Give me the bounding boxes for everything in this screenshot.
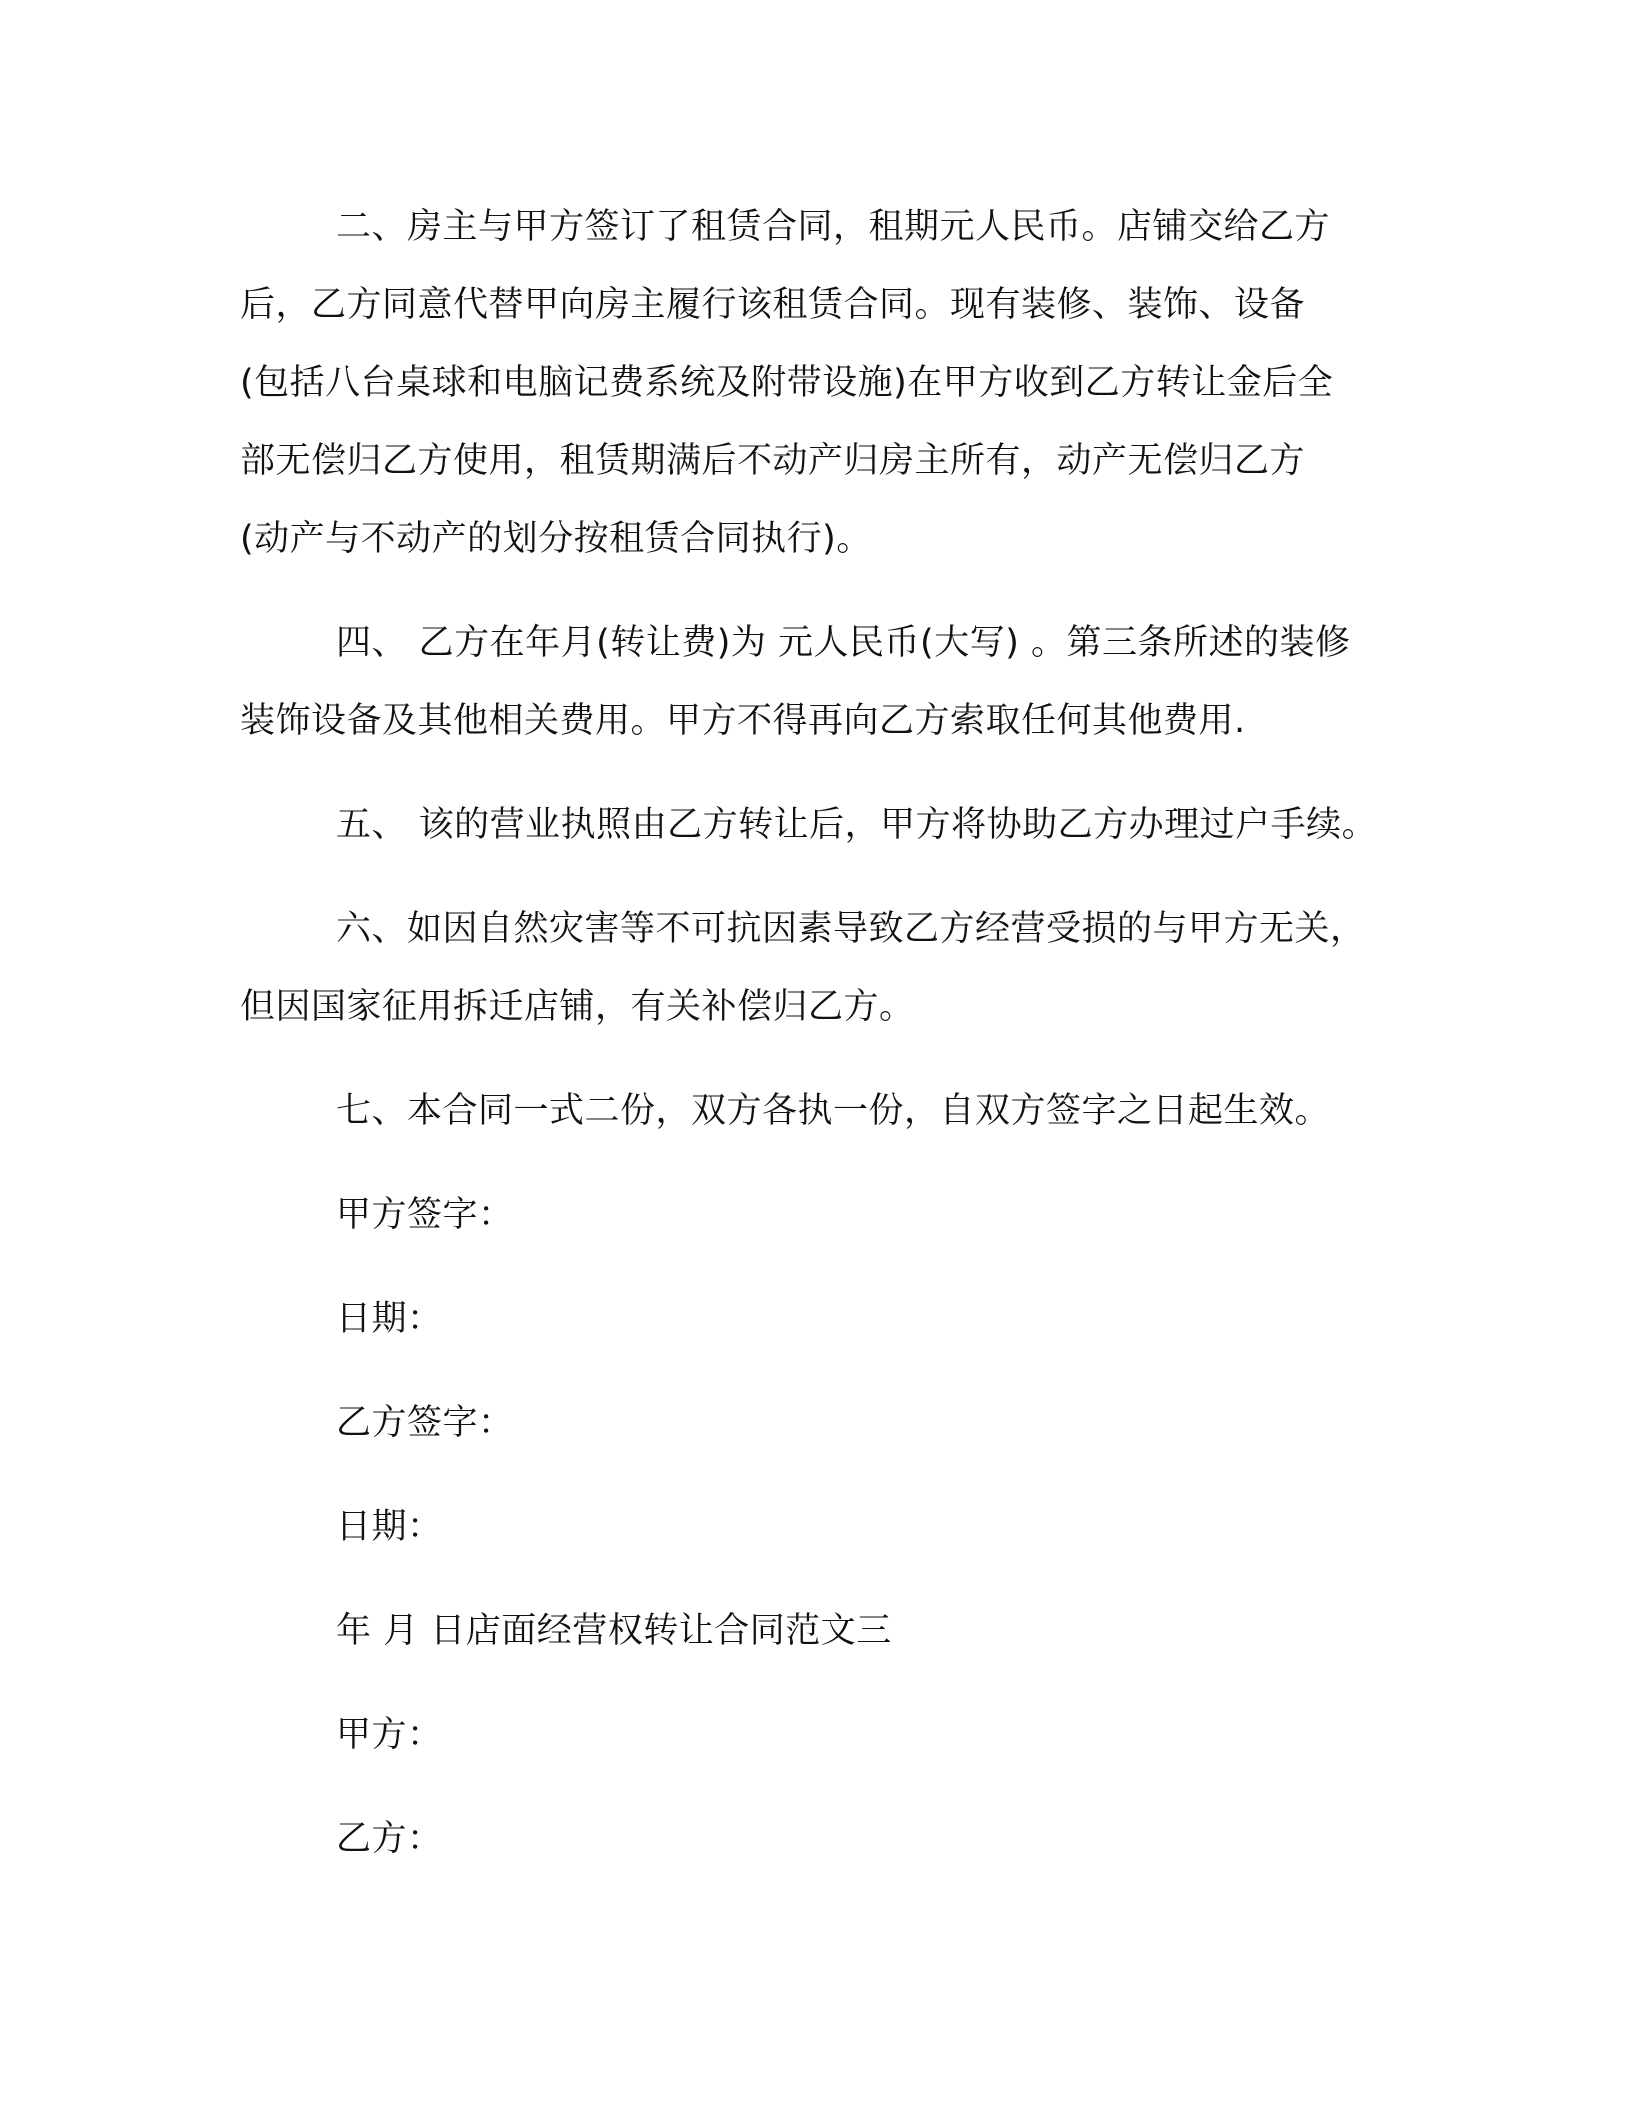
party-b-signature-field: 乙方签字： [336, 1403, 514, 1443]
clause-2-line-1: 二、房主与甲方签订了租赁合同，租期元人民币。店铺交给乙方 [336, 207, 1331, 247]
clause-4-line-2: 装饰设备及其他相关费用。甲方不得再向乙方索取任何其他费用. [240, 701, 1246, 741]
party-a-date-field: 日期： [336, 1299, 443, 1339]
clause-2 [240, 188, 1400, 578]
date-and-next-title: 年 月 日店面经营权转让合同范文三 [336, 1611, 892, 1651]
clause-6-line-2: 但因国家征用拆迁店铺，有关补偿归乙方。 [240, 987, 915, 1027]
clause-2-line-2: 后，乙方同意代替甲向房主履行该租赁合同。现有装修、装饰、设备 [240, 285, 1306, 325]
clause-6 [240, 890, 1400, 1046]
clause-2-line-5: (动产与不动产的划分按租赁合同执行)。 [240, 519, 872, 559]
party-a-signature-field: 甲方签字： [336, 1195, 514, 1235]
clause-2-line-3: (包括八台桌球和电脑记费系统及附带设施)在甲方收到乙方转让金后全 [240, 363, 1334, 403]
party-b-date-field: 日期： [336, 1507, 443, 1547]
party-b-field: 乙方： [336, 1819, 443, 1859]
clause-6-line-1: 六、如因自然灾害等不可抗因素导致乙方经营受损的与甲方无关， [336, 909, 1366, 949]
clause-4 [240, 604, 1400, 760]
clause-5 [240, 786, 1400, 864]
clause-5-line-1: 五、 该的营业执照由乙方转让后，甲方将协助乙方办理过户手续。 [336, 805, 1378, 845]
party-a-field: 甲方： [336, 1715, 443, 1755]
clause-2-line-4: 部无偿归乙方使用，租赁期满后不动产归房主所有，动产无偿归乙方 [240, 441, 1306, 481]
clause-4-line-1: 四、 乙方在年月(转让费)为 元人民币(大写) 。第三条所述的装修 [336, 623, 1351, 663]
clause-7-line-1: 七、本合同一式二份，双方各执一份，自双方签字之日起生效。 [336, 1091, 1331, 1131]
document-body [240, 188, 1400, 1904]
clause-7 [240, 1072, 1400, 1150]
